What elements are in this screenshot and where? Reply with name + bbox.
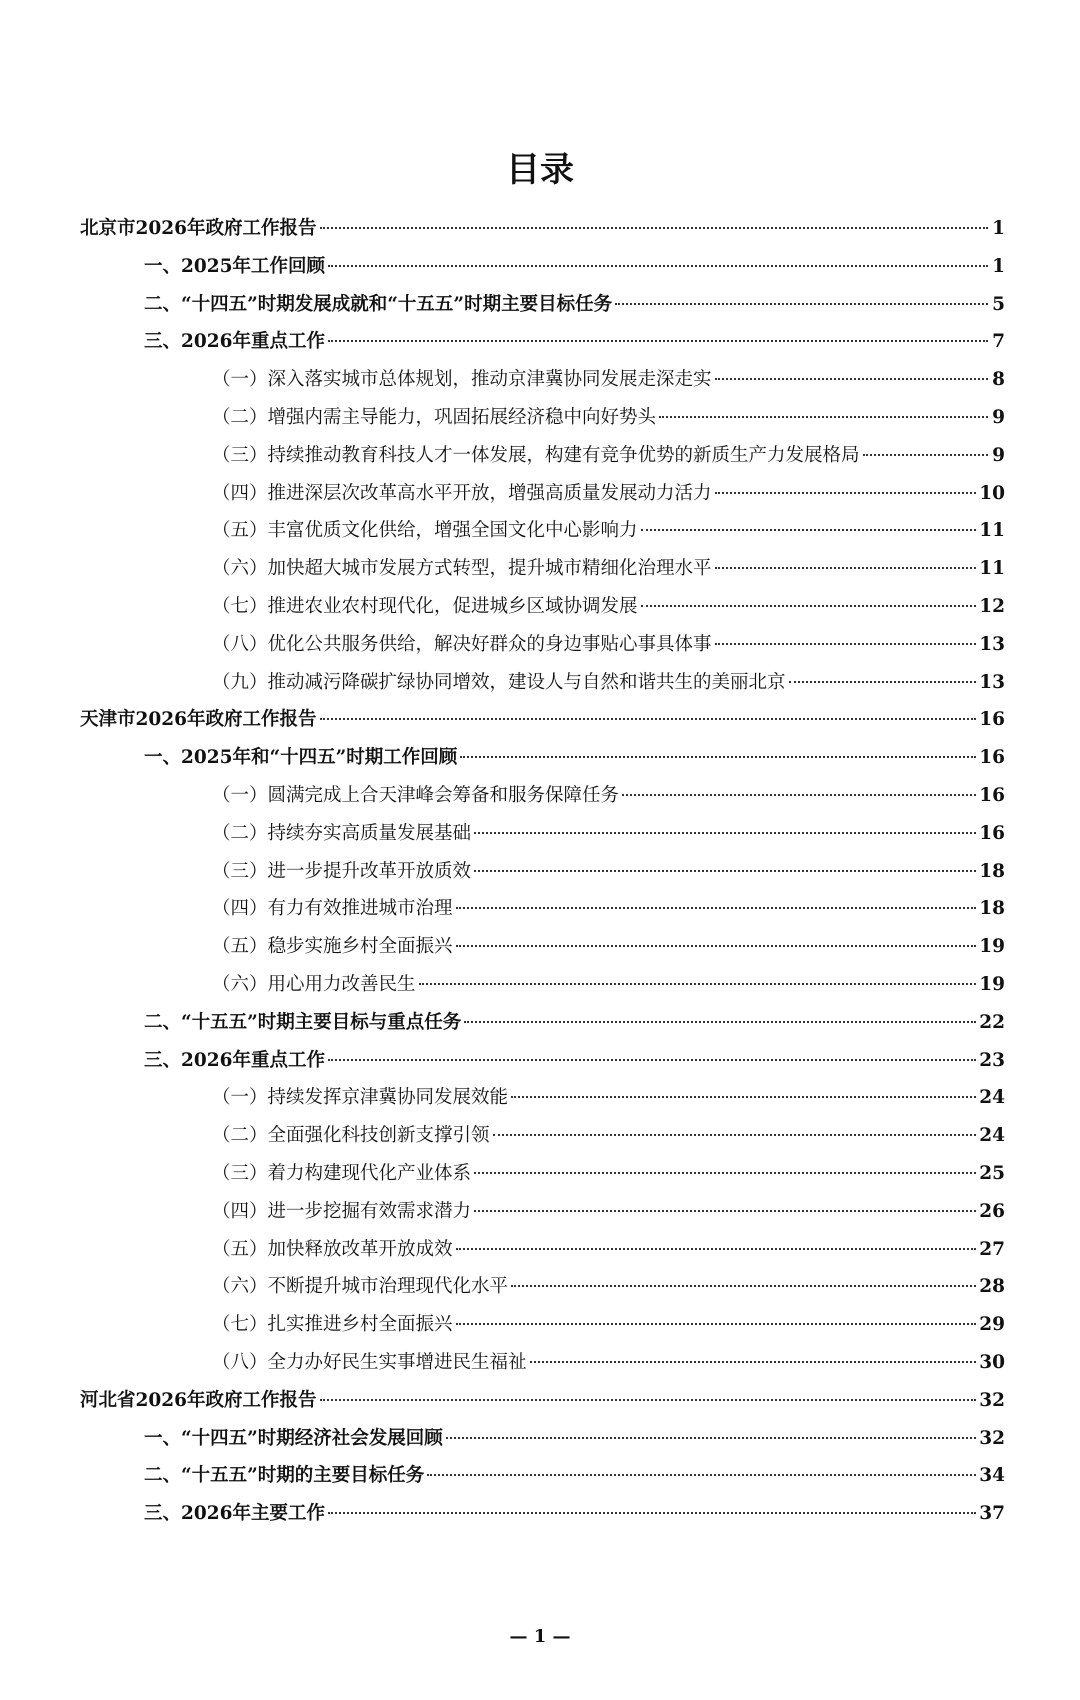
toc-entry-label: （一）深入落实城市总体规划，推动京津冀协同发展走深走实 bbox=[212, 369, 712, 391]
dot-leader bbox=[328, 340, 988, 342]
toc-entry-page-number: 24 bbox=[979, 1125, 1005, 1147]
dot-leader bbox=[659, 416, 988, 418]
toc-entry-page-number: 8 bbox=[992, 369, 1005, 391]
toc-entry-label: （三）着力构建现代化产业体系 bbox=[212, 1162, 472, 1184]
toc-entry[interactable] bbox=[80, 1231, 1005, 1269]
toc-entry-page-number: 13 bbox=[979, 671, 1005, 693]
toc-entry-page-number: 5 bbox=[992, 293, 1005, 315]
toc-entry-label: 三、2026年重点工作 bbox=[144, 331, 325, 353]
toc-entry[interactable] bbox=[80, 399, 1005, 437]
toc-entry[interactable] bbox=[80, 323, 1005, 361]
toc-entry[interactable] bbox=[80, 890, 1005, 928]
toc-entry[interactable] bbox=[80, 437, 1005, 475]
toc-entry-page-number: 11 bbox=[979, 520, 1005, 542]
dot-leader bbox=[474, 870, 976, 872]
toc-entry-label: （六）加快超大城市发展方式转型，提升城市精细化治理水平 bbox=[212, 558, 712, 580]
toc-entry[interactable] bbox=[80, 777, 1005, 815]
toc-entry[interactable] bbox=[80, 1306, 1005, 1344]
toc-entry-page-number: 28 bbox=[979, 1276, 1005, 1298]
toc-entry-page-number: 32 bbox=[979, 1427, 1005, 1449]
dot-leader bbox=[715, 492, 977, 494]
dot-leader bbox=[320, 227, 989, 229]
page-number-footer: — 1 — bbox=[509, 1626, 571, 1647]
toc-entry-page-number: 16 bbox=[979, 747, 1005, 769]
toc-entry-page-number: 37 bbox=[979, 1503, 1005, 1525]
dot-leader bbox=[641, 529, 977, 531]
dot-leader bbox=[715, 567, 977, 569]
toc-entry-label: （二）增强内需主导能力，巩固拓展经济稳中向好势头 bbox=[212, 406, 657, 428]
dot-leader bbox=[715, 378, 988, 380]
toc-entry[interactable] bbox=[80, 210, 1005, 248]
dot-leader bbox=[474, 1172, 976, 1174]
toc-entry[interactable] bbox=[80, 286, 1005, 324]
toc-entry[interactable] bbox=[80, 1042, 1005, 1080]
dot-leader bbox=[863, 454, 988, 456]
toc-entry-label: 一、“十四五”时期经济社会发展回顾 bbox=[144, 1427, 443, 1449]
toc-entry[interactable] bbox=[80, 1004, 1005, 1042]
toc-entry-page-number: 19 bbox=[979, 973, 1005, 995]
toc-entry-label: （五）稳步实施乡村全面振兴 bbox=[212, 936, 453, 958]
toc-entry-page-number: 1 bbox=[992, 218, 1005, 239]
toc-entry-page-number: 32 bbox=[979, 1389, 1005, 1411]
toc-entry[interactable] bbox=[80, 361, 1005, 399]
toc-entry-label: （五）加快释放改革开放成效 bbox=[212, 1238, 453, 1260]
toc-entry-label: （七）扎实推进乡村全面振兴 bbox=[212, 1314, 453, 1336]
toc-entry-label: （七）推进农业农村现代化，促进城乡区域协调发展 bbox=[212, 595, 638, 617]
toc-entry-page-number: 25 bbox=[979, 1162, 1005, 1184]
toc-entry-page-number: 9 bbox=[992, 406, 1005, 428]
toc-entry-page-number: 18 bbox=[979, 860, 1005, 882]
dot-leader bbox=[460, 756, 976, 758]
toc-entry-label: （九）推动减污降碳扩绿协同增效，建设人与自然和谐共生的美丽北京 bbox=[212, 671, 786, 693]
toc-entry[interactable] bbox=[80, 1495, 1005, 1533]
toc-entry[interactable] bbox=[80, 739, 1005, 777]
toc-entry-label: （二）持续夯实高质量发展基础 bbox=[212, 822, 472, 844]
dot-leader bbox=[419, 983, 977, 985]
dot-leader bbox=[530, 1361, 977, 1363]
toc-entry-label: 一、2025年工作回顾 bbox=[144, 255, 325, 277]
toc-entry-page-number: 16 bbox=[979, 822, 1005, 844]
toc-entry[interactable] bbox=[80, 1117, 1005, 1155]
toc-entry-label: （四）进一步挖掘有效需求潜力 bbox=[212, 1200, 472, 1222]
toc-entry-label: 天津市2026年政府工作报告 bbox=[80, 709, 317, 731]
toc-entry-label: 北京市2026年政府工作报告 bbox=[80, 218, 317, 239]
toc-entry[interactable] bbox=[80, 588, 1005, 626]
toc-entry-page-number: 18 bbox=[979, 898, 1005, 920]
toc-entry-page-number: 30 bbox=[979, 1351, 1005, 1373]
toc-entry-page-number: 9 bbox=[992, 444, 1005, 466]
toc-entry[interactable] bbox=[80, 1420, 1005, 1458]
toc-entry-label: （四）推进深层次改革高水平开放，增强高质量发展动力活力 bbox=[212, 482, 712, 504]
dot-leader bbox=[641, 605, 977, 607]
toc-entry-label: （三）持续推动教育科技人才一体发展，构建有竞争优势的新质生产力发展格局 bbox=[212, 444, 860, 466]
toc-entry[interactable] bbox=[80, 1344, 1005, 1382]
toc-entry[interactable] bbox=[80, 1268, 1005, 1306]
toc-entry-page-number: 10 bbox=[979, 482, 1005, 504]
toc-entry-label: （二）全面强化科技创新支撑引领 bbox=[212, 1125, 490, 1147]
toc-entry-label: （六）用心用力改善民生 bbox=[212, 973, 416, 995]
toc-entry-page-number: 27 bbox=[979, 1238, 1005, 1260]
toc-entry[interactable] bbox=[80, 1193, 1005, 1231]
toc-entry[interactable] bbox=[80, 475, 1005, 513]
toc-entry-label: 三、2026年重点工作 bbox=[144, 1049, 325, 1071]
toc-entry[interactable] bbox=[80, 664, 1005, 702]
toc-entry[interactable] bbox=[80, 248, 1005, 286]
dot-leader bbox=[511, 1096, 976, 1098]
toc-entry-label: （八）全力办好民生实事增进民生福祉 bbox=[212, 1351, 527, 1373]
toc-entry-label: 二、“十五五”时期主要目标与重点任务 bbox=[144, 1011, 462, 1033]
dot-leader bbox=[789, 681, 977, 683]
toc-entry[interactable] bbox=[80, 550, 1005, 588]
toc-entry-label: （五）丰富优质文化供给，增强全国文化中心影响力 bbox=[212, 520, 638, 542]
dot-leader bbox=[511, 1285, 976, 1287]
toc-entry-page-number: 7 bbox=[992, 331, 1005, 353]
toc-entry-label: （一）圆满完成上合天津峰会筹备和服务保障任务 bbox=[212, 784, 620, 806]
toc-entry[interactable] bbox=[80, 1079, 1005, 1117]
toc-entry[interactable] bbox=[80, 966, 1005, 1004]
toc-entry-page-number: 24 bbox=[979, 1087, 1005, 1109]
table-of-contents bbox=[80, 210, 1005, 1533]
dot-leader bbox=[456, 1248, 977, 1250]
toc-entry-page-number: 22 bbox=[979, 1011, 1005, 1033]
dot-leader bbox=[328, 1512, 976, 1514]
toc-entry-page-number: 11 bbox=[979, 558, 1005, 580]
toc-entry[interactable] bbox=[80, 701, 1005, 739]
dot-leader bbox=[622, 794, 976, 796]
dot-leader bbox=[328, 1059, 976, 1061]
toc-entry-page-number: 23 bbox=[979, 1049, 1005, 1071]
toc-entry-label: 二、“十四五”时期发展成就和“十五五”时期主要目标任务 bbox=[144, 293, 613, 315]
toc-entry[interactable] bbox=[80, 626, 1005, 664]
dot-leader bbox=[456, 907, 977, 909]
toc-entry-label: 河北省2026年政府工作报告 bbox=[80, 1389, 317, 1411]
toc-entry-label: （六）不断提升城市治理现代化水平 bbox=[212, 1276, 509, 1298]
dot-leader bbox=[427, 1474, 976, 1476]
dot-leader bbox=[493, 1134, 977, 1136]
dot-leader bbox=[328, 265, 988, 267]
toc-entry-page-number: 16 bbox=[979, 709, 1005, 731]
toc-entry[interactable] bbox=[80, 815, 1005, 853]
toc-entry-label: （一）持续发挥京津冀协同发展效能 bbox=[212, 1087, 509, 1109]
toc-entry-page-number: 34 bbox=[979, 1465, 1005, 1487]
toc-entry[interactable] bbox=[80, 928, 1005, 966]
toc-entry[interactable] bbox=[80, 853, 1005, 891]
dot-leader bbox=[320, 1399, 977, 1401]
toc-entry-page-number: 1 bbox=[992, 255, 1005, 277]
page-title: 目录 bbox=[506, 150, 574, 190]
dot-leader bbox=[456, 1323, 977, 1325]
toc-entry-page-number: 12 bbox=[979, 595, 1005, 617]
toc-entry-label: （八）优化公共服务供给，解决好群众的身边事贴心事具体事 bbox=[212, 633, 712, 655]
toc-entry-label: （四）有力有效推进城市治理 bbox=[212, 898, 453, 920]
toc-entry-label: 三、2026年主要工作 bbox=[144, 1503, 325, 1525]
dot-leader bbox=[464, 1021, 976, 1023]
toc-entry[interactable] bbox=[80, 1457, 1005, 1495]
toc-entry[interactable] bbox=[80, 1155, 1005, 1193]
toc-entry-label: 一、2025年和“十四五”时期工作回顾 bbox=[144, 747, 458, 769]
dot-leader bbox=[456, 945, 977, 947]
dot-leader bbox=[615, 303, 988, 305]
dot-leader bbox=[474, 832, 976, 834]
toc-entry[interactable] bbox=[80, 512, 1005, 550]
dot-leader bbox=[474, 1210, 976, 1212]
toc-entry-page-number: 13 bbox=[979, 633, 1005, 655]
dot-leader bbox=[320, 718, 977, 720]
toc-entry-page-number: 26 bbox=[979, 1200, 1005, 1222]
dot-leader bbox=[446, 1437, 976, 1439]
toc-entry-page-number: 16 bbox=[979, 784, 1005, 806]
dot-leader bbox=[715, 643, 977, 645]
toc-entry-page-number: 19 bbox=[979, 936, 1005, 958]
toc-entry-label: （三）进一步提升改革开放质效 bbox=[212, 860, 472, 882]
toc-entry-page-number: 29 bbox=[979, 1314, 1005, 1336]
toc-entry-label: 二、“十五五”时期的主要目标任务 bbox=[144, 1465, 425, 1487]
toc-entry[interactable] bbox=[80, 1382, 1005, 1420]
